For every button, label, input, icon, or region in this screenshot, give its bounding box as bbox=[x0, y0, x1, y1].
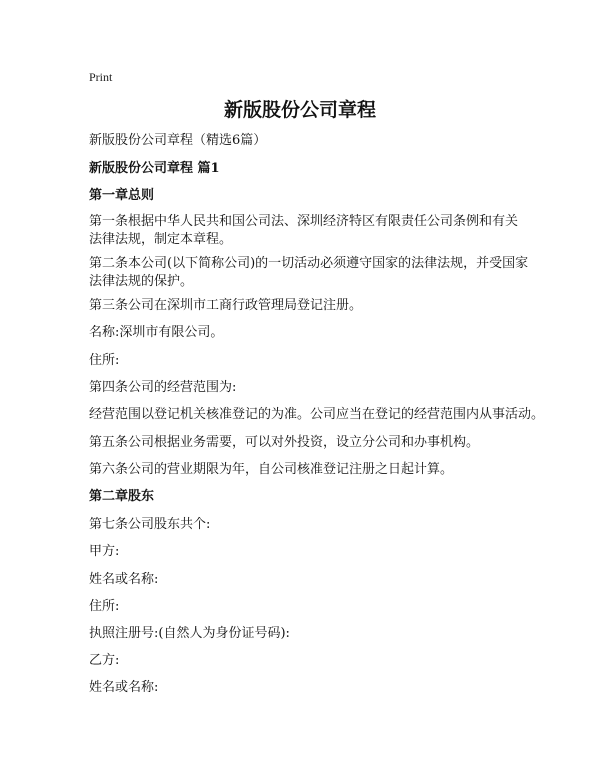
article-1: 第一条根据中华人民共和国公司法、深圳经济特区有限责任公司条例和有关法律法规，制定本章程。 bbox=[89, 214, 519, 247]
article-7: 第七条公司股东共个: bbox=[89, 517, 211, 532]
print-label: Print bbox=[89, 70, 113, 84]
article-4: 第四条公司的经营范围为: bbox=[89, 380, 237, 395]
company-address: 住所: bbox=[89, 353, 120, 368]
party-b: 乙方: bbox=[89, 653, 120, 668]
party-a-license: 执照注册号:(自然人为身份证号码): bbox=[89, 626, 290, 641]
subtitle: 新版股份公司章程（精选6篇） bbox=[89, 133, 267, 148]
article-3: 第三条公司在深圳市工商行政管理局登记注册。 bbox=[89, 298, 363, 313]
section-heading: 新版股份公司章程 篇1 bbox=[89, 161, 220, 176]
party-b-name: 姓名或名称: bbox=[89, 680, 159, 695]
chapter2-heading: 第二章股东 bbox=[89, 489, 155, 504]
party-a-name: 姓名或名称: bbox=[89, 572, 159, 587]
chapter1-heading: 第一章总则 bbox=[89, 188, 155, 203]
article-5: 第五条公司根据业务需要，可以对外投资，设立分公司和办事机构。 bbox=[89, 435, 480, 450]
business-scope: 经营范围以登记机关核准登记的为准。公司应当在登记的经营范围内从事活动。 bbox=[89, 407, 545, 422]
article-2: 第二条本公司(以下简称公司)的一切活动必须遵守国家的法律法规，并受国家法律法规的保护。 bbox=[89, 256, 529, 289]
document-title: 新版股份公司章程 bbox=[223, 99, 376, 121]
party-a-address: 住所: bbox=[89, 599, 120, 614]
article-6: 第六条公司的营业期限为年，自公司核准登记注册之日起计算。 bbox=[89, 462, 454, 477]
party-a: 甲方: bbox=[89, 544, 120, 559]
company-name: 名称:深圳市有限公司。 bbox=[89, 325, 224, 340]
